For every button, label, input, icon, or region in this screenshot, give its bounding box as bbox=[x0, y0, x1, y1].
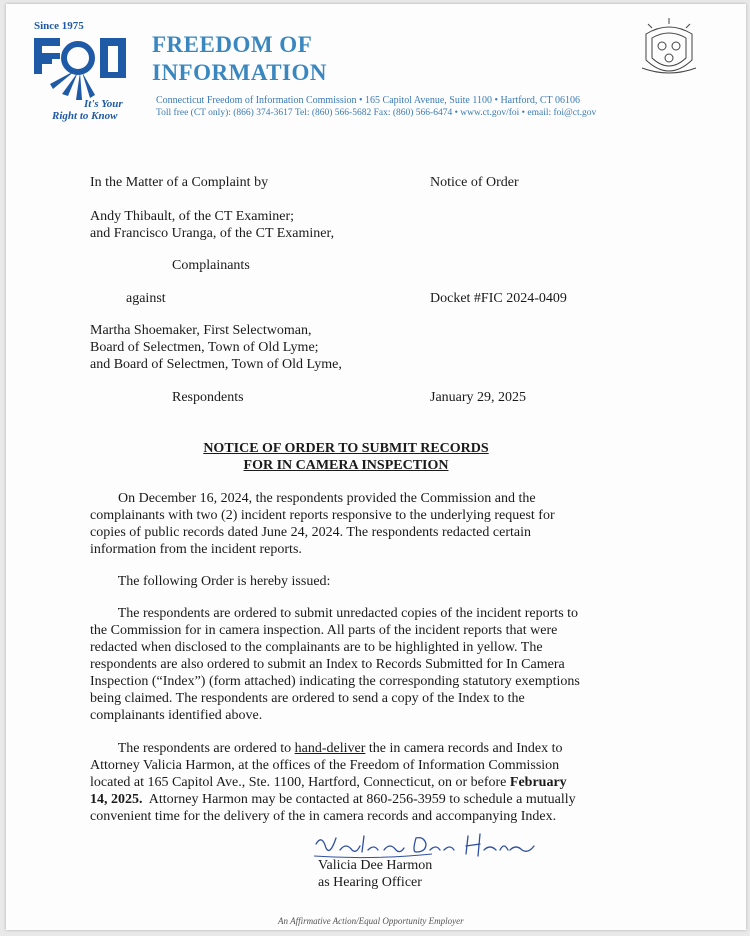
p1-line1: On December 16, 2024, the respondents provided the Commission and the bbox=[90, 491, 536, 506]
p4-line1-b: the in camera records and Index to bbox=[365, 741, 563, 756]
p4-line2: Attorney Valicia Harmon, at the offices of the Freedom of Information Commission bbox=[90, 758, 560, 773]
p3-line2: the Commission for in camera inspection. All parts of the incident reports that were bbox=[90, 623, 558, 638]
matter-line: In the Matter of a Complaint by bbox=[90, 175, 269, 190]
tagline-line2: Right to Know bbox=[52, 110, 118, 122]
respondent-line2: Board of Selectmen, Town of Old Lyme; bbox=[90, 340, 319, 355]
hand-deliver-emphasis: hand-deliver bbox=[294, 741, 366, 756]
signer-role: as Hearing Officer bbox=[318, 875, 422, 890]
p3-line1: The respondents are ordered to submit unredacted copies of the incident reports to bbox=[90, 606, 579, 621]
p4-line3 bbox=[90, 774, 567, 791]
p4-line1 bbox=[90, 740, 562, 757]
address-line: Connecticut Freedom of Information Commission • 165 Capitol Avenue, Suite 1100 • Hartford, CT 06106 bbox=[156, 95, 580, 106]
foi-logo-icon bbox=[32, 34, 132, 106]
complainant-line1: Andy Thibault, of the CT Examiner; bbox=[90, 209, 295, 224]
respondent-line3: and Board of Selectmen, Town of Old Lyme, bbox=[90, 357, 342, 372]
p1-line4: information from the incident reports. bbox=[90, 542, 302, 557]
respondent-line1: Martha Shoemaker, First Selectwoman, bbox=[90, 323, 312, 338]
notice-label: Notice of Order bbox=[430, 175, 519, 190]
p2-line: The following Order is hereby issued: bbox=[90, 574, 331, 589]
p3-line7: complainants identified above. bbox=[90, 708, 263, 723]
p1-line3: copies of public records dated June 24, 2024. The respondents redacted certain bbox=[90, 525, 531, 540]
org-name-line1: FREEDOM OF bbox=[152, 32, 313, 57]
p3-line4: respondents are also ordered to submit an Index to Records Submitted for In Camera bbox=[90, 657, 565, 672]
order-date: January 29, 2025 bbox=[430, 390, 527, 405]
deadline-day-year: 14, 2025. bbox=[90, 792, 143, 807]
document-page bbox=[6, 4, 746, 930]
p3-line3: redacted when disclosed to the complainants are to be highlighted in yellow. The bbox=[90, 640, 543, 655]
p4-line1-a: The respondents are ordered to bbox=[90, 741, 295, 756]
against-label: against bbox=[126, 291, 166, 306]
deadline-month: February bbox=[509, 775, 567, 790]
p4-line3-a: located at 165 Capitol Ave., Ste. 1100, Hartford, Connecticut, on or before bbox=[90, 775, 510, 790]
contact-line: Toll free (CT only): (866) 374-3617 Tel: (860) 566-5682 Fax: (860) 566-6474 • www.ct.gov/foi • email: foi@ct.gov bbox=[156, 108, 597, 118]
footer-eoe: An Affirmative Action/Equal Opportunity Employer bbox=[278, 916, 464, 926]
p4-line5: convenient time for the delivery of the in camera records and accompanying Index. bbox=[90, 809, 557, 824]
org-name-line2: INFORMATION bbox=[152, 60, 328, 85]
handwritten-signature bbox=[312, 830, 538, 860]
tagline-line1: It's Your bbox=[84, 98, 123, 110]
complainant-line2: and Francisco Uranga, of the CT Examiner, bbox=[90, 226, 335, 241]
complainants-label: Complainants bbox=[172, 258, 250, 273]
p3-line6: being claimed. The respondents are ordered to send a copy of the Index to the bbox=[90, 691, 525, 706]
order-title-line2: FOR IN CAMERA INSPECTION bbox=[243, 458, 449, 473]
since-label: Since 1975 bbox=[34, 20, 84, 32]
order-title-line1: NOTICE OF ORDER TO SUBMIT RECORDS bbox=[203, 441, 489, 456]
p3-line5: Inspection (“Index”) (form attached) indicating the corresponding statutory exemptions bbox=[90, 674, 580, 689]
respondents-label: Respondents bbox=[172, 390, 244, 405]
p1-line2: complainants with two (2) incident reports responsive to the underlying request for bbox=[90, 508, 555, 523]
docket-number: Docket #FIC 2024-0409 bbox=[430, 291, 567, 306]
p4-line4 bbox=[90, 791, 576, 808]
signer-name: Valicia Dee Harmon bbox=[318, 858, 433, 873]
state-seal-icon bbox=[632, 16, 706, 86]
p4-line4-b: Attorney Harmon may be contacted at 860-256-3959 to schedule a mutually bbox=[142, 792, 576, 807]
